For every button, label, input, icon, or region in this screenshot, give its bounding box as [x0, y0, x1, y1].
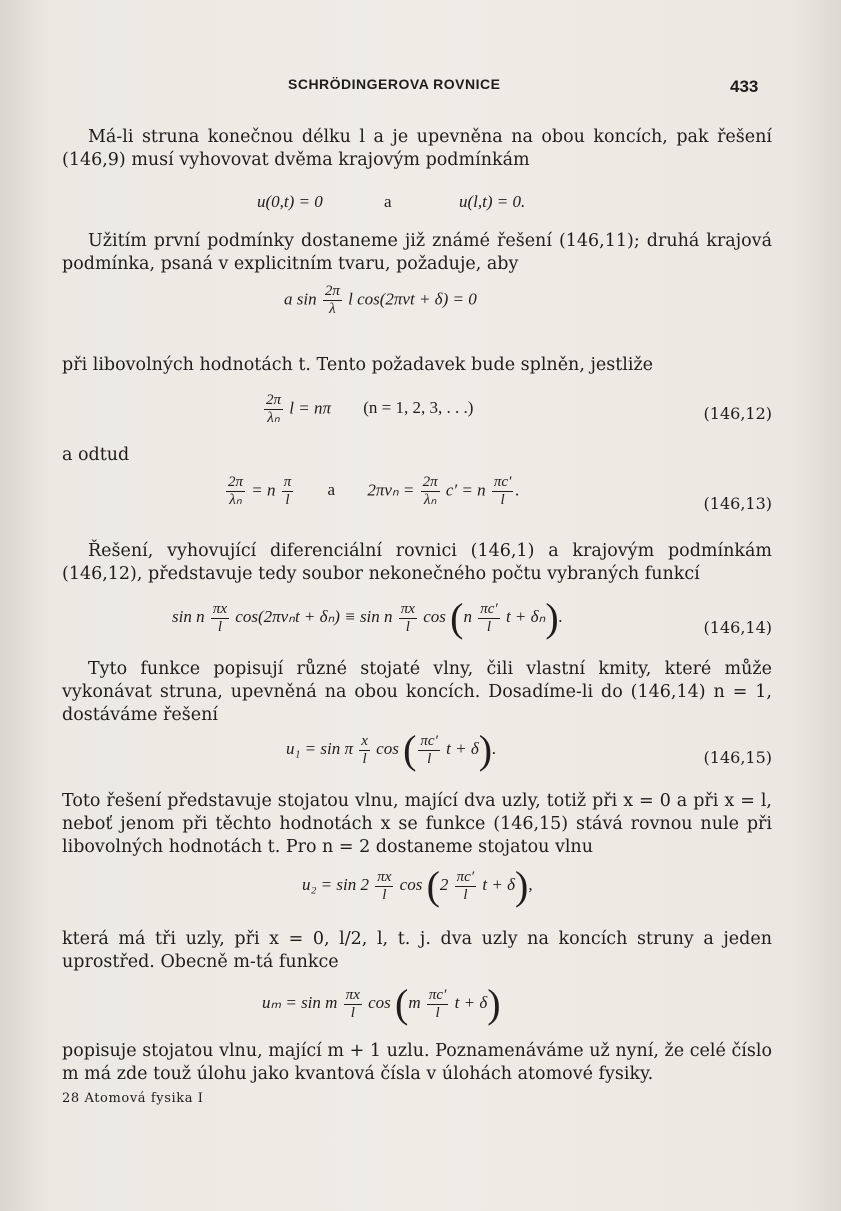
fraction: $\frac{x}{l}$ [361, 732, 368, 767]
eq-part: cos [368, 992, 391, 1012]
fraction: $\frac{\pi c'}{l}$ [420, 732, 438, 767]
paragraph-standing-waves [62, 658, 772, 727]
paragraph-and-hence: a odtud [62, 445, 130, 465]
equation-explicit-condition [62, 283, 772, 323]
eq-pre: a sin [284, 289, 317, 309]
eq-left: u(0,t) = 0 [257, 192, 323, 211]
fraction: $\frac{\pi c'}{l}$ [428, 986, 447, 1021]
equation-146-15: u₁ = sin π $\frac{x}{l}$ cos ( $\frac{\pi c'}{l}$ t + δ). (146,15) [286, 727, 772, 772]
eq-part: t + δₙ [505, 606, 546, 626]
eq-post: l = nπ [289, 398, 331, 418]
equation-number: (146,13) [703, 494, 772, 513]
eq-part: t + δ [446, 738, 479, 758]
eq-part: cos(2πνₙt + δₙ) ≡ sin n [235, 606, 393, 626]
paragraph-two-nodes: Toto řešení představuje stojatou vlnu, mající dva uzly, totiž při x = 0 a při x = l, neboť jenom při těchto hodnotách x se funkce (146,15) stává rovnou nule při libovolných hodnotách t. Pro n = 2 dostaneme stojatou vlnu [62, 791, 772, 857]
eq-part: cos [376, 738, 399, 758]
equation-u2: u₂ = sin 2 $\frac{\pi x}{l}$ cos (2 $\frac{\pi c'}{l}$ t + δ), [302, 863, 533, 908]
signature-mark: 28 Atomová fysika I [62, 1091, 204, 1106]
eq-right: u(l,t) = 0. [459, 192, 526, 211]
eq-part: n [463, 606, 472, 626]
running-title: SCHRÖDINGEROVA ROVNICE [288, 76, 501, 92]
eq-conj: a [327, 480, 336, 500]
fraction: $\frac{\pi c'}{l}$ [493, 474, 512, 508]
fraction: $\frac{\pi c'}{l}$ [480, 600, 498, 635]
page-number: 433 [730, 77, 759, 96]
eq-part: uₘ = sin m [262, 992, 338, 1012]
equation-number: (146,15) [703, 748, 772, 767]
equation-number: (146,12) [703, 404, 772, 423]
fraction: $\frac{\pi x}{l}$ [400, 600, 415, 635]
fraction: $\frac{2\pi}{\text{λₙ}}$ [228, 474, 244, 508]
paragraph-quantum-analogy: popisuje stojatou vlnu, mající m + 1 uzlu. Poznamenáváme už nyní, že celé číslo m má zde touž úlohu jako kvantová čísla v úlohách atomové fysiky. [62, 1041, 772, 1084]
paragraph-first-condition: Užitím první podmínky dostaneme již známé řešení (146,11); druhá krajová podmínka, psaná v explicitním tvaru, požaduje, aby [62, 231, 772, 274]
fraction: $\frac{\pi}{l}$ [283, 474, 292, 508]
fraction: $\frac{\pi x}{l}$ [377, 868, 392, 903]
eq-post: l cos(2πνt + δ) = 0 [348, 289, 477, 309]
eq-part: = n [251, 480, 276, 500]
fraction: $\frac{\pi x}{l}$ [345, 986, 360, 1021]
paragraph-text: Tyto funkce popisují různé stojaté vlny, čili vlastní kmity, které může vykonávat struna, upevněná na obou koncích. Dosadíme-li do (146,14) n = 1, dostáváme řešení [62, 659, 772, 725]
eq-part: t + δ [454, 992, 488, 1012]
equation-146-13: $\frac{2\pi}{\text{λₙ}}$ = n $\frac{\pi}{l}$ a 2πνₙ = $\frac{2\pi}{\text{λₙ}}$ c′ = n $\frac{\pi c'}{l}$ . (146,13) [228, 474, 772, 513]
eq-part: u₂ = sin 2 [302, 874, 369, 894]
paragraph-solution-set: Řešení, vyhovující diferenciální rovnici (146,1) a krajovým podmínkám (146,12), představuje tedy soubor nekonečného počtu vybraných funkcí [62, 541, 772, 584]
fraction: $\frac{\pi x}{l}$ [212, 600, 228, 635]
eq-part: m [408, 992, 421, 1012]
eq-part: , [528, 874, 533, 894]
eq-part: t + δ [482, 874, 515, 894]
paragraph-three-nodes: která má tři uzly, při x = 0, l/2, l, t. j. dva uzly na koncích struny a jeden uprostřed. Obecně m-tá funkce [62, 929, 772, 972]
eq-part: u₁ = sin π [286, 738, 353, 758]
equation-146-14: sin n $\frac{\pi x}{l}$ cos(2πνₙt + δₙ) ≡ sin n $\frac{\pi x}{l}$ cos (n $\frac{\pi c'}{l}$ t + δₙ). (146,14) [172, 595, 772, 640]
fraction: $\frac{2\pi}{\text{λₙ}}$ [266, 392, 282, 426]
equation-146-12 [62, 392, 772, 432]
eq-part: cos [423, 606, 446, 626]
eq-part: c′ = n [445, 480, 486, 500]
paragraph-requirement: při libovolných hodnotách t. Tento požadavek bude splněn, jestliže [62, 355, 654, 375]
eq-condition: (n = 1, 2, 3, . . .) [363, 398, 474, 418]
paragraph-boundary-conditions: Má-li struna konečnou délku l a je upevněna na obou koncích, pak řešení (146,9) musí vyhovovat dvěma krajovým podmínkám [62, 127, 772, 170]
eq-part: 2πνₙ = [367, 480, 415, 500]
fraction: $\frac{2\pi}{\lambda}$ [324, 283, 340, 317]
eq-part: cos [399, 874, 423, 894]
eq-part: sin n [172, 606, 205, 626]
fraction: $\frac{2\pi}{\text{λₙ}}$ [422, 474, 438, 508]
eq-conj: a [384, 192, 392, 211]
equation-number: (146,14) [703, 618, 772, 637]
eq-part: 2 [439, 874, 449, 894]
fraction: $\frac{\pi c'}{l}$ [456, 868, 475, 903]
equation-boundary-conditions [62, 192, 772, 232]
equation-um: uₘ = sin m $\frac{\pi x}{l}$ cos (m $\frac{\pi c'}{l}$ t + δ) [262, 981, 501, 1026]
